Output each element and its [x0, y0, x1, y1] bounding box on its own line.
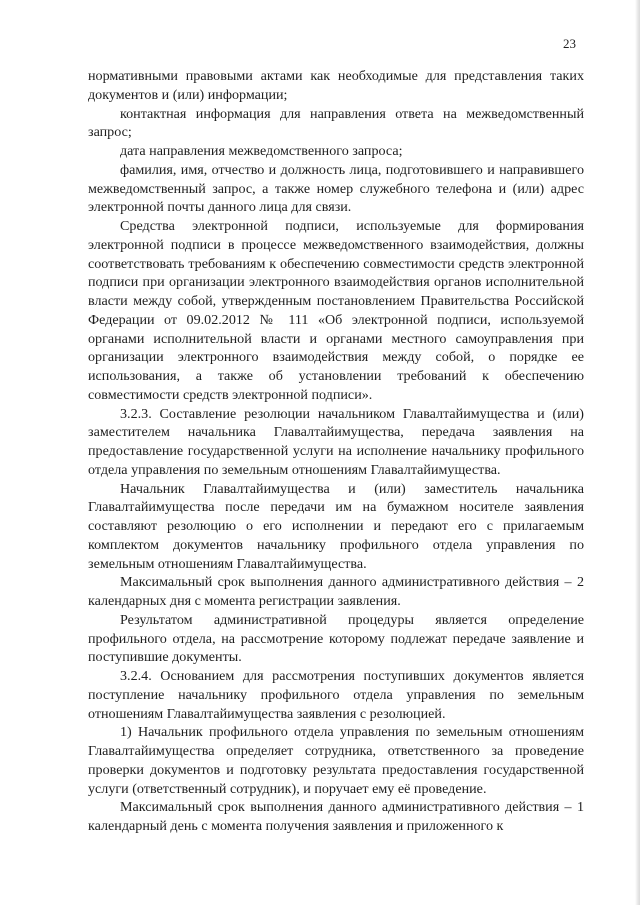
paragraph: фамилия, имя, отчество и должность лица, подготовившего и направившего межведомственный запрос, а также номер служебного телефона и (или) адрес электронной почты данного лица для связи.	[88, 161, 584, 216]
paragraph: контактная информация для направления ответа на межведомственный запрос;	[88, 105, 584, 141]
page-number: 23	[563, 36, 576, 51]
scan-edge-shadow	[635, 0, 640, 905]
paragraph: Начальник Главалтайимущества и (или) заместитель начальника Главалтайимущества после передачи им на бумажном носителе заявления составляют резолюцию о его исполнении и передают его с прилагаемым комплектом документов начальнику профильного отдела управления по земельным отношениям Главалтайимущества.	[88, 480, 584, 572]
paragraph: 1) Начальник профильного отдела управления по земельным отношениям Главалтайимущества определяет сотрудника, ответственного за проведение проверки документов и подготовку результата предоставления государственной услуги (ответственный сотрудник), и поручает ему её проведение.	[88, 724, 584, 797]
paragraph: Результатом административной процедуры является определение профильного отдела, на рассмотрение которому подлежат передаче заявление и поступившие документы.	[88, 611, 584, 666]
paragraph: 3.2.3. Составление резолюции начальником Главалтайимущества и (или) заместителем начальника Главалтайимущества, передача заявления на предоставление государственной услуги на исполнение начальнику профильного отдела управления по земельным отношениям Главалтайимущества.	[88, 405, 584, 478]
paragraph: Средства электронной подписи, используемые для формирования электронной подписи в процессе межведомственного взаимодействия, должны соответствовать требованиям к обеспечению совместимости средств электронной подписи при организации электронного взаимодействия органов исполнительной власти между собой, утвержденным постановлением Правительства Российской Федерации от 09.02.2012 № 111 «Об электронной подписи, используемой органами исполнительной власти и органами местного самоуправления при организации электронного взаимодействия между собой, о порядке ее использования, а также об установлении требований к обеспечению совместимости средств электронной подписи».	[88, 218, 584, 403]
paragraph: 3.2.4. Основанием для рассмотрения поступивших документов является поступление начальнику профильного отдела управления по земельным отношениям Главалтайимущества заявления с резолюцией.	[88, 668, 584, 722]
paragraph: Максимальный срок выполнения данного административного действия – 2 календарных дня с момента регистрации заявления.	[88, 574, 584, 609]
paragraph: нормативными правовыми актами как необходимые для представления таких документов и (или) информации;	[88, 68, 584, 103]
paragraph: дата направления межведомственного запроса;	[120, 143, 403, 159]
paragraph: Максимальный срок выполнения данного административного действия – 1 календарный день с момента получения заявления и приложенного к	[88, 799, 584, 834]
document-body	[88, 67, 584, 836]
